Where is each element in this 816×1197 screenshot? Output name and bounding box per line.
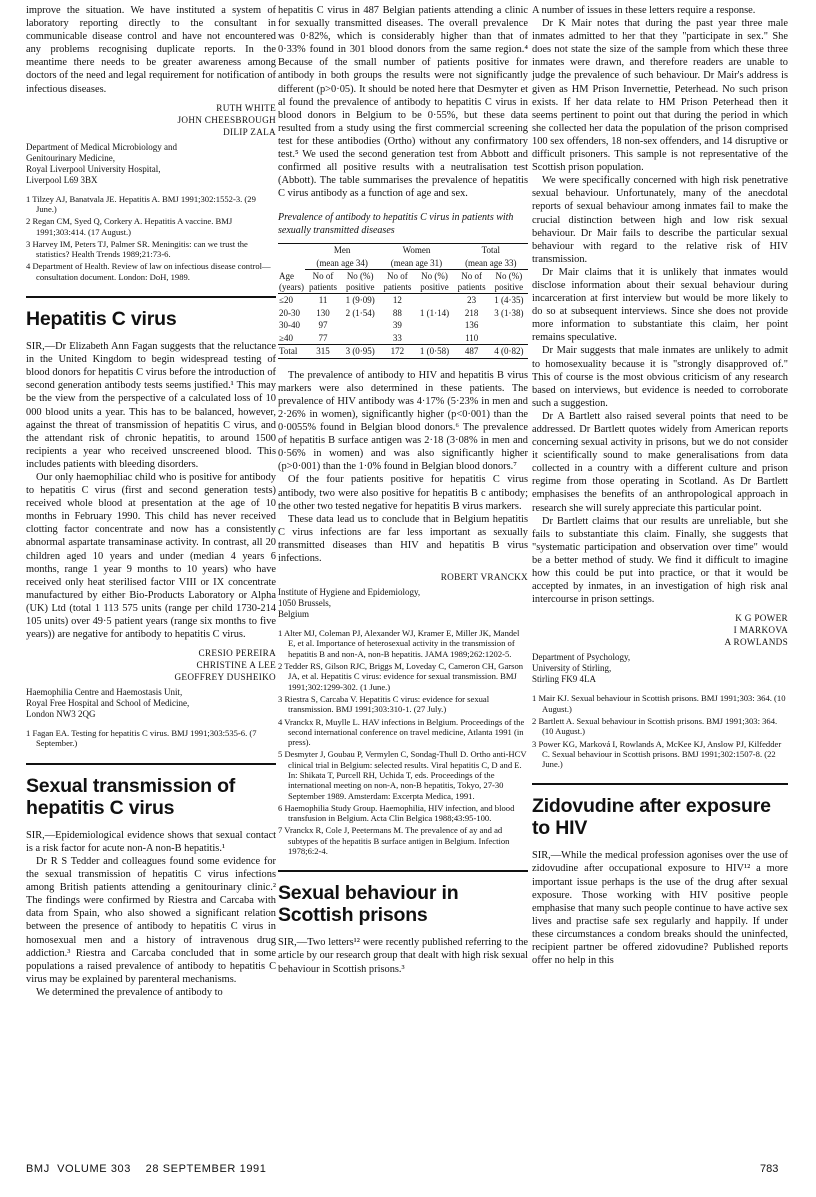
reference-list bbox=[532, 693, 788, 769]
letter-title: Sexual transmission of hepatitis C virus bbox=[26, 774, 236, 819]
journal-name: BMJ bbox=[26, 1163, 50, 1175]
table-group-header: Women bbox=[402, 245, 431, 256]
reference-list bbox=[278, 628, 528, 856]
section-divider bbox=[26, 296, 276, 298]
reference: 5 Desmyter J, Goubau P, Vermylen C, Sondag-Thull D. Ortho anti-HCV clinical trial in Belgium: selected results. Viral hepatitis C, D and E. In: Shikata T, Purcell RH, Uchida T, eds. Proceedings of the international meeting on non-A, non-B hepatitis, Tokyo, 27-30 September 1989. Amsterdam: Excerpta Medica, 1991. bbox=[278, 749, 527, 801]
affiliation: Institute of Hygiene and Epidemiology, 1050 Brussels, Belgium bbox=[278, 587, 421, 620]
signatory: JOHN CHEESBROUGH bbox=[177, 114, 276, 125]
table-row: 20-30 130 2 (1·54) 88 1 (1·14) 218 3 (1·38) bbox=[279, 307, 524, 318]
signatory: CHRISTINE A LEE bbox=[196, 660, 276, 671]
journal-footer bbox=[26, 1163, 267, 1175]
reference: 4 Vranckx R, Muylle L. HAV infections in Belgium. Proceedings of the second international conference on travel medicine, Atlanta 1991 (in press). bbox=[278, 716, 525, 748]
paragraph: SIR,—Epidemiological evidence shows that sexual contact is a risk factor for acute non-A non-B hepatitis.¹ bbox=[26, 829, 276, 854]
letter-title: Hepatitis C virus bbox=[26, 308, 177, 331]
paragraph: Dr A Bartlett also raised several points that need to be addressed. Dr Bartlett quotes widely from American reports concerning sexual activity in prisons, but we do not consider it scientifically sound to make generalisations from data collected in a country with a different culture and prison regime from those operating in Scotland. As Dr Bartlett emphasises the benefits of an anthropological approach in research she will surely appreciate this particular point. bbox=[532, 410, 788, 514]
reference: 3 Harvey IM, Peters TJ, Palmer SR. Meningitis: can we trust the statistics? Health Trends 1989;21:73-6. bbox=[26, 238, 248, 260]
table-row: 30-40 97 39 136 bbox=[279, 320, 479, 331]
paragraph: Dr Mair claims that it is unlikely that inmates would disclose information about their sexual behaviour during incarceration at first interview but would be more likely to do so at subsequent interviews. Since she does not provide more information to substantiate this claim, her point remains speculative. bbox=[532, 266, 788, 344]
paragraph: SIR,—Dr Elizabeth Ann Fagan suggests that the reluctance in the United Kingdom to begin widespread testing of blood donors for hepatitis C virus before the introduction of second generation antibody tests seems justified.¹ This may be the view from the perspective of a calculated loss of 10 000 blood units a year. This has to be balanced, however, against the threat of transmission of hepatitis C virus, and the attendant risk of chronic hepatitis, to around 1500 recipients a year who received unscreened blood. This includes patients with bleeding disorders. bbox=[26, 341, 276, 470]
signatory: ROBERT VRANCKX bbox=[440, 572, 528, 583]
table-group-subheader: (mean age 34) bbox=[305, 257, 379, 270]
table-age-header: (years) bbox=[279, 281, 304, 292]
signatory: DILIP ZALA bbox=[223, 126, 276, 137]
issue-date: 28 SEPTEMBER 1991 bbox=[145, 1163, 267, 1175]
paragraph: Dr K Mair notes that during the past year three male inmates admitted to her that they "participate in sex." She does not state the size of the sample from which these three inmates were drawn, and therefore readers are unable to judge the prevalence of such behaviour. Dr Mair's address is given as HM Prison Invernettie, Peterhead. No such prison exists. If her data relate to HM Prison Peterhead then it seems pertinent to point out that during the period in which she collected her data the population of the prison comprised 100 sex offenders, 18 non-sex offenders, and 14 disruptive or difficult prisoners. This sample is not representative of the Scottish prison population. bbox=[532, 18, 788, 174]
table-total-row: Total 315 3 (0·95) 172 1 (0·58) 487 4 (0·82) bbox=[278, 345, 528, 359]
table-col-header: No of patients bbox=[457, 271, 486, 292]
reference: 2 Regan CM, Syed Q, Corkery A. Hepatitis A vaccine. BMJ 1991;303:414. (17 August.) bbox=[26, 216, 233, 237]
table-group-header: Total bbox=[481, 245, 500, 256]
signatory: K G POWER bbox=[735, 613, 788, 624]
signatory: GEOFFREY DUSHEIKO bbox=[174, 672, 276, 683]
table-col-header: No (%) positive bbox=[345, 271, 375, 292]
paragraph: Our only haemophiliac child who is positive for antibody to hepatitis C virus (first and second generation tests) received whole blood at presentation at the age of 10 months in February 1990. This child has never received clotting factor concentrate and now has a consistently abnormal aspartate transaminase activity. In contrast, all 20 children aged 10 years and under (median 4 years 6 months, range 1 year 9 months to 10 years) who have received only heat sterilised factor VIII or IX concentrate manufactured by either Bio-Products Laboratory or Alpha (UK) Ltd (total 1 113 575 units (range per child 1730-214 105 units) over 49·5 patient years (range six months to five years)) are negative for antibody to hepatitis C virus. bbox=[26, 471, 276, 641]
table-age-header: Age bbox=[279, 271, 294, 282]
paragraph: Dr R S Tedder and colleagues found some evidence for the sexual transmission of hepatitis C virus infections among British patients attending a genitourinary clinic.² The findings were confirmed by Riestra and Carcaba with data from Spain, who also showed a significant relation between the presence of antibody to hepatitis C virus in homosexual men and a history of intravenous drug addiction.³ Riestra and Carcaba concluded that in some populations a raised prevalence of antibody to hepatitis C virus may be explained by parenteral mechanisms. bbox=[26, 855, 276, 985]
reference: 2 Tedder RS, Gilson RJC, Briggs M, Loveday C, Cameron CH, Garson JA, et al. Hepatitis C virus: evidence for sexual transmission. BMJ 1991;302:1299-302. (1 June.) bbox=[278, 661, 524, 692]
paragraph: Dr Mair suggests that male inmates are unlikely to admit to homosexuality because it is "strongly disapproved of." This of course is the most obvious criticism of any research based on interviews, but evidence is needed to corroborate such a suggestion. bbox=[532, 345, 788, 409]
reference: 4 Department of Health. Review of law on infectious disease control—consultation document. London: DoH, 1989. bbox=[26, 261, 271, 282]
reference: 6 Haemophilia Study Group. Haemophilia, HIV infection, and blood transfusion in Belgium. Acta Clin Belgica 1988;43:95-100. bbox=[278, 802, 515, 824]
table-col-header: No (%) positive bbox=[420, 271, 449, 292]
reference: 1 Tilzey AJ, Banatvala JE. Hepatitis A. BMJ 1991;302:1552-3. (29 June.) bbox=[26, 193, 256, 214]
section-divider bbox=[26, 763, 276, 765]
signatory: I MARKOVA bbox=[733, 625, 788, 636]
page-number: 783 bbox=[760, 1163, 779, 1175]
paragraph: hepatitis C virus in 487 Belgian patients attending a clinic for sexually transmitted diseases. The overall prevalence was 0·82%, which is considerably higher than that of 0·33% found in 301 blood donors from the same region.⁴ Because of the small number of patients positive for antibody in both groups the results were not significantly different (p>0·05). It should be noted here that Desmyter et al found the prevalence of antibody to hepatitis C virus in blood donors in Belgium to be 0·55%, but these data resulted from a study using the first commercial screening test for these antibodies (Ortho) without any confirmatory test.⁵ We used the second generation test from Abbott and confirmed all positive results with a neutralisation test (Abbott). The table summarises the prevalence of hepatitis C virus antibody as a function of age and sex. bbox=[278, 5, 528, 200]
table-col-header: No of patients bbox=[309, 271, 338, 292]
paragraph: A number of issues in these letters require a response. bbox=[532, 5, 756, 16]
table-group-subheader: (mean age 33) bbox=[454, 257, 528, 270]
table-caption: Prevalence of antibody to hepatitis C virus in patients with sexually transmitted diseases bbox=[278, 212, 514, 236]
column-2 bbox=[278, 4, 528, 976]
section-divider bbox=[532, 783, 788, 785]
affiliation: Haemophilia Centre and Haemostasis Unit, Royal Free Hospital and School of Medicine, London NW3 2QG bbox=[26, 687, 190, 720]
letter-title: Sexual behaviour in Scottish prisons bbox=[278, 882, 459, 927]
paragraph: Dr Bartlett claims that our results are unreliable, but she fails to substantiate this claim. Finally, she suggests that "systematic participation and observation over time" would be a better method of study. We find it difficult to imagine how this could be put into practice, or that it would be accepted by inmates, in an investigation of high risk anal intercourse in prison settings. bbox=[532, 515, 788, 606]
paragraph: SIR,—Two letters¹² were recently published referring to the article by our research group that dealt with high risk sexual behaviour in Scottish prisons.³ bbox=[278, 937, 528, 975]
reference-list bbox=[26, 728, 276, 749]
reference: 1 Alter MJ, Coleman PJ, Alexander WJ, Kramer E, Miller JK, Mandel E, et al. Importance of heterosexual activity in the transmission of hepatitis B and non-A, non-B hepatitis. JAMA 1989;262:1202-5. bbox=[278, 628, 520, 659]
table-col-header: No of patients bbox=[383, 271, 412, 292]
signatory: A ROWLANDS bbox=[724, 637, 788, 648]
reference: 7 Vranckx R, Cole J, Peetermans M. The prevalence of ay and ad subtypes of the hepatitis B surface antigen in Belgium. Infection 1978;6:2-4. bbox=[278, 825, 510, 857]
column-3 bbox=[532, 4, 788, 967]
paragraph: We were specifically concerned with high risk penetrative sexual behaviour. Unfortunately, many of the anecdotal reports of sexual behaviour among inmates fail to make the crucial distinction between high and low risk sexual behaviour. Dr Mair fails to describe the particular sexual behaviour with regard to the relative risk of HIV transmission. bbox=[532, 175, 788, 265]
table-group-subheader: (mean age 31) bbox=[379, 257, 453, 270]
column-1 bbox=[26, 4, 276, 999]
reference: 3 Riestra S, Carcaba V. Hepatitis C virus: evidence for sexual transmission. BMJ 1991;303:310-1. (27 July.) bbox=[278, 693, 490, 715]
signatory: RUTH WHITE bbox=[216, 102, 276, 113]
affiliation: Department of Medical Microbiology and Genitourinary Medicine, Royal Liverpool University Hospital, Liverpool L69 3BX bbox=[26, 141, 177, 185]
reference-list bbox=[26, 194, 276, 282]
table-col-header: No (%) positive bbox=[494, 271, 524, 292]
reference: 2 Bartlett A. Sexual behaviour in Scottish prisons. BMJ 1991;303: 364. (10 August.) bbox=[532, 715, 778, 737]
reference: 3 Power KG, Marková I, Rowlands A, McKee KJ, Anslow PJ, Kilfedder C. Sexual behaviour in Scottish prisons. BMJ 1991;302:1507-8. (22 June.) bbox=[532, 738, 782, 770]
paragraph: SIR,—While the medical profession agonises over the use of zidovudine after occupational exposure to HIV¹² a more important issue perhaps is the use of the drug after sexual exposure. Those working with HIV positive people emphasise that many such people continue to have active sex lives and practise safe sex regularly and happily. If under these circumstances a condom breaks should the uninfected, recipient partner be offered zidovudine? Published reports offer no help in this bbox=[532, 850, 788, 967]
letter-title: Zidovudine after exposure to HIV bbox=[532, 795, 771, 840]
table-row: ≥40 77 33 110 bbox=[279, 332, 479, 343]
paragraph: Of the four patients positive for hepatitis C virus antibody, two were also positive for hepatitis B c antibody; the other two tested negative for hepatitis B virus markers. bbox=[278, 474, 528, 512]
paragraph: We determined the prevalence of antibody to bbox=[36, 986, 223, 998]
table-row: ≤20 11 1 (9·09) 12 23 1 (4·35) bbox=[279, 295, 524, 306]
reference: 1 Mair KJ. Sexual behaviour in Scottish prisons. BMJ 1991;303: 364. (10 August.) bbox=[532, 693, 786, 714]
prevalence-table bbox=[278, 243, 528, 359]
paragraph: These data lead us to conclude that in Belgium hepatitis C virus infections are far less important as sexually transmitted diseases than HIV and hepatitis B virus infections. bbox=[278, 513, 528, 565]
affiliation: Department of Psychology, University of Stirling, Stirling FK9 4LA bbox=[532, 652, 631, 685]
journal-volume: VOLUME 303 bbox=[57, 1163, 131, 1175]
paragraph: improve the situation. We have instituted a system of laboratory reporting directly to the consultant in communicable disease control and have not encountered any problems recognising duplicate reports. In the meantime there needs to be greater awareness among doctors of the need and legal requirement for notification of infectious diseases. bbox=[26, 5, 276, 95]
section-divider bbox=[278, 870, 528, 872]
paragraph: The prevalence of antibody to HIV and hepatitis B virus markers were also determined in these patients. The prevalence of HIV antibody was 4·17% (5·23% in men and 2·26% in women), significantly higher (p<0·001) than the 0·0055% found in Belgian blood donors.⁶ The prevalence of hepatitis B surface antigen was 2·18 (3·08% in men and 0·56% in women) and was also significantly higher (p>0·001) than the 1·0% found in Belgian blood donors.⁷ bbox=[278, 369, 528, 473]
reference: 1 Fagan EA. Testing for hepatitis C virus. BMJ 1991;303:535-6. (7 September.) bbox=[26, 728, 257, 749]
table-group-header: Men bbox=[333, 245, 351, 256]
signatory: CRESIO PEREIRA bbox=[198, 648, 276, 659]
